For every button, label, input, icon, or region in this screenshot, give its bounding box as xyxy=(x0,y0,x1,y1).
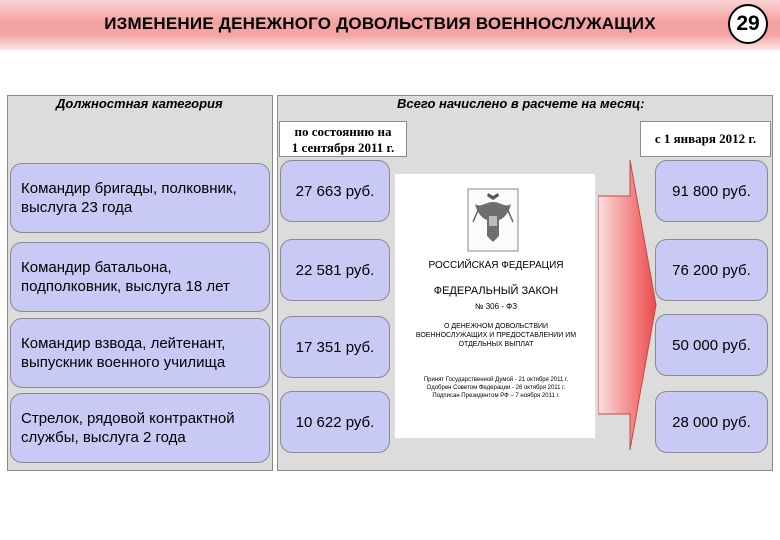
document-subject-line2: ВОЕННОСЛУЖАЩИХ И ПРЕДОСТАВЛЕНИИ ИМ xyxy=(415,332,577,339)
document-subject xyxy=(395,322,597,349)
old-value-row-1: 27 663 руб. xyxy=(280,160,390,222)
period-old-label xyxy=(279,121,407,157)
document-adopted-line2: Одобрен Советом Федерации - 26 октября 2011 г. xyxy=(426,385,566,391)
new-value-row-3: 50 000 руб. xyxy=(655,314,768,376)
period-new-label: с 1 января 2012 г. xyxy=(640,121,771,157)
new-value-row-4: 28 000 руб. xyxy=(655,391,768,453)
old-value-row-2: 22 581 руб. xyxy=(280,239,390,301)
arrow-right-icon xyxy=(598,160,658,450)
document-law-type: ФЕДЕРАЛЬНЫЙ ЗАКОН xyxy=(433,285,559,297)
category-row-2: Командир батальона, подполковник, выслуга 18 лет xyxy=(10,242,270,312)
document-adopted-line3: Подписан Президентом РФ – 7 ноября 2011 г. xyxy=(432,393,560,399)
document-adoption-dates xyxy=(395,376,597,400)
period-old-line2: 1 сентября 2011 г. xyxy=(291,140,395,155)
page-title: ИЗМЕНЕНИЕ ДЕНЕЖНОГО ДОВОЛЬСТВИЯ ВОЕННОСЛУЖАЩИХ xyxy=(104,14,656,33)
federal-law-document xyxy=(394,173,596,439)
document-adopted-line1: Принят Государственной Думой - 21 октября 2011 г. xyxy=(423,377,569,383)
new-value-row-2: 76 200 руб. xyxy=(655,239,768,301)
totals-column-header: Всего начислено в расчете на месяц: xyxy=(397,96,645,111)
category-column-header: Должностная категория xyxy=(56,96,223,111)
document-country: РОССИЙСКАЯ ФЕДЕРАЦИЯ xyxy=(428,260,564,271)
document-subject-line1: О ДЕНЕЖНОМ ДОВОЛЬСТВИИ xyxy=(443,323,549,330)
document-number: № 306 - ФЗ xyxy=(474,302,518,311)
category-row-1: Командир бригады, полковник, выслуга 23 года xyxy=(10,163,270,233)
period-old-line1: по состоянию на xyxy=(294,124,392,139)
document-subject-line3: ОТДЕЛЬНЫХ ВЫПЛАТ xyxy=(458,341,534,348)
new-value-row-1: 91 800 руб. xyxy=(655,160,768,222)
old-value-row-3: 17 351 руб. xyxy=(280,316,390,378)
category-row-3: Командир взвода, лейтенант, выпускник военного училища xyxy=(10,318,270,388)
page-number-badge: 29 xyxy=(728,4,768,44)
old-value-row-4: 10 622 руб. xyxy=(280,391,390,453)
coat-of-arms-icon xyxy=(467,188,519,252)
category-row-4: Стрелок, рядовой контрактной службы, выслуга 2 года xyxy=(10,393,270,463)
